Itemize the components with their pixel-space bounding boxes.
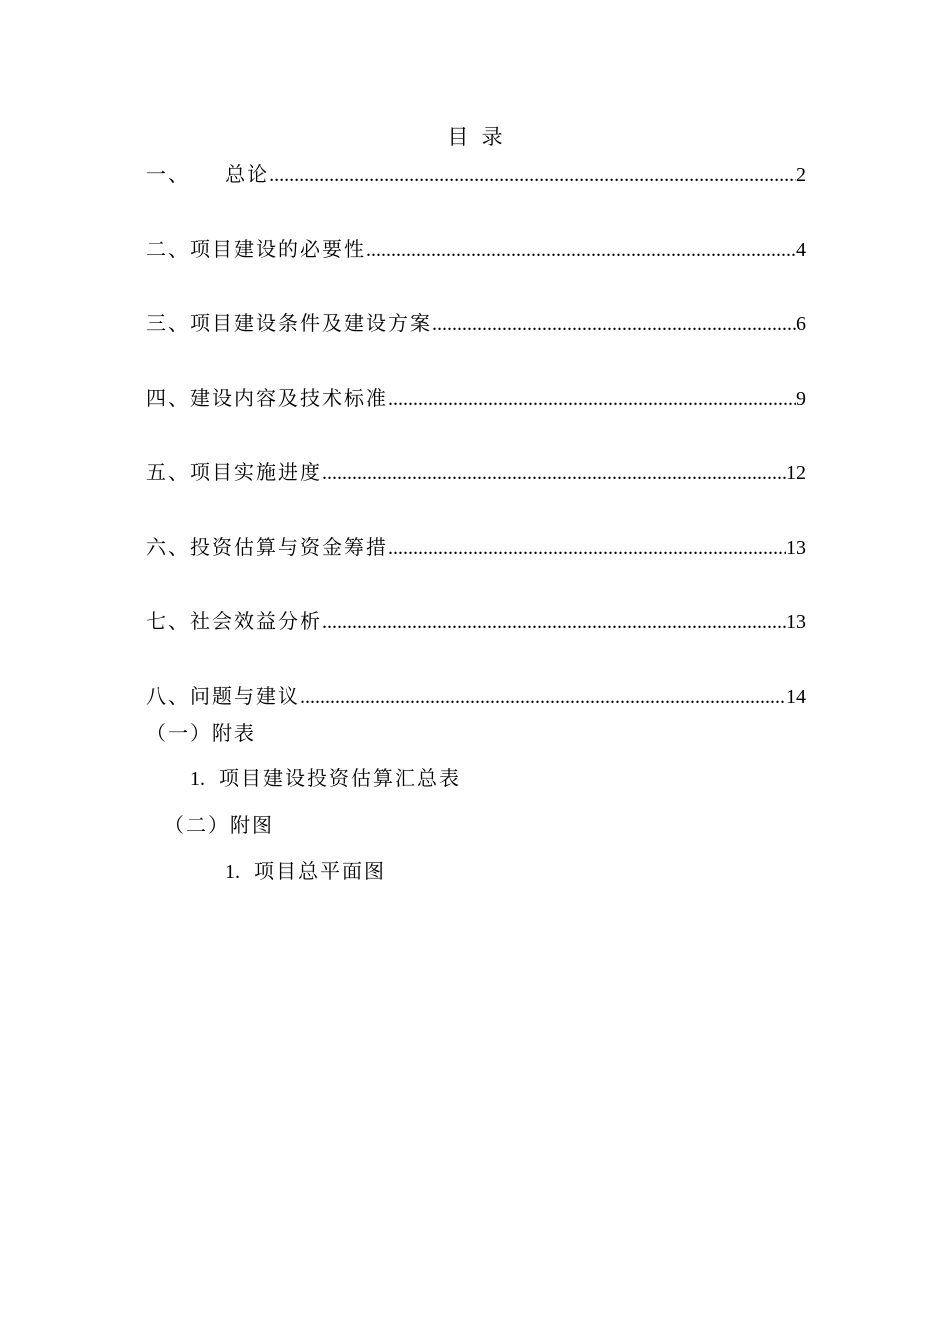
- toc-entry-conditions[interactable]: [146, 308, 806, 338]
- toc-entry-page: 14: [786, 686, 806, 708]
- toc-entry-label: 总论: [225, 162, 270, 186]
- toc-entry-page: 4: [796, 239, 806, 261]
- toc-entry-number: 三、: [146, 311, 190, 335]
- toc-dot-leader: [432, 309, 796, 339]
- appendix-item-index: 1.: [225, 861, 240, 883]
- toc-entry-number: 六、: [146, 535, 190, 559]
- toc-entry-label: 问题与建议: [190, 684, 300, 708]
- toc-entry-number: 四、: [146, 386, 190, 410]
- toc-title: 目 录: [447, 125, 503, 149]
- toc-entry-investment[interactable]: [146, 532, 806, 562]
- toc-dot-leader: [322, 458, 786, 488]
- toc-entry-page: 12: [786, 462, 806, 484]
- toc-entry-issues[interactable]: [146, 681, 806, 711]
- toc-entry-general[interactable]: [146, 159, 806, 189]
- toc-entry-number: 二、: [146, 237, 190, 261]
- toc-entry-page: 13: [786, 611, 806, 633]
- appendix-item-label: 项目总平面图: [254, 859, 386, 883]
- toc-entry-schedule[interactable]: [146, 457, 806, 487]
- toc-dot-leader: [366, 235, 796, 265]
- toc-entry-label: 投资估算与资金筹措: [190, 535, 388, 559]
- appendix-tables-heading: （一）附表: [146, 721, 256, 745]
- toc-entry-number: 一、: [146, 162, 216, 186]
- toc-entry-page: 2: [796, 164, 806, 186]
- appendix-item-label: 项目建设投资估算汇总表: [219, 766, 461, 790]
- toc-dot-leader: [388, 533, 786, 563]
- toc-dot-leader: [322, 607, 786, 637]
- toc-entry-label: 社会效益分析: [190, 609, 322, 633]
- toc-entry-number: 八、: [146, 684, 190, 708]
- toc-entry-number: 五、: [146, 460, 190, 484]
- toc-entry-label: 项目建设条件及建设方案: [190, 311, 432, 335]
- appendix-table-item[interactable]: [190, 763, 461, 794]
- toc-entry-social-benefits[interactable]: [146, 606, 806, 636]
- toc-entry-content[interactable]: [146, 383, 806, 413]
- appendix-figure-item[interactable]: [225, 856, 386, 887]
- toc-entry-necessity[interactable]: [146, 234, 806, 264]
- toc-dot-leader: [269, 160, 796, 190]
- toc-dot-leader: [388, 384, 796, 414]
- toc-entry-number: 七、: [146, 609, 190, 633]
- toc-entry-label: 项目实施进度: [190, 460, 322, 484]
- toc-entry-page: 9: [796, 388, 806, 410]
- toc-entry-page: 6: [796, 313, 806, 335]
- appendix-figures-heading: （二）附图: [164, 813, 274, 837]
- toc-entry-label: 建设内容及技术标准: [190, 386, 388, 410]
- toc-entry-page: 13: [786, 537, 806, 559]
- appendix-item-index: 1.: [190, 768, 205, 790]
- toc-dot-leader: [300, 682, 786, 712]
- toc-entry-label: 项目建设的必要性: [190, 237, 366, 261]
